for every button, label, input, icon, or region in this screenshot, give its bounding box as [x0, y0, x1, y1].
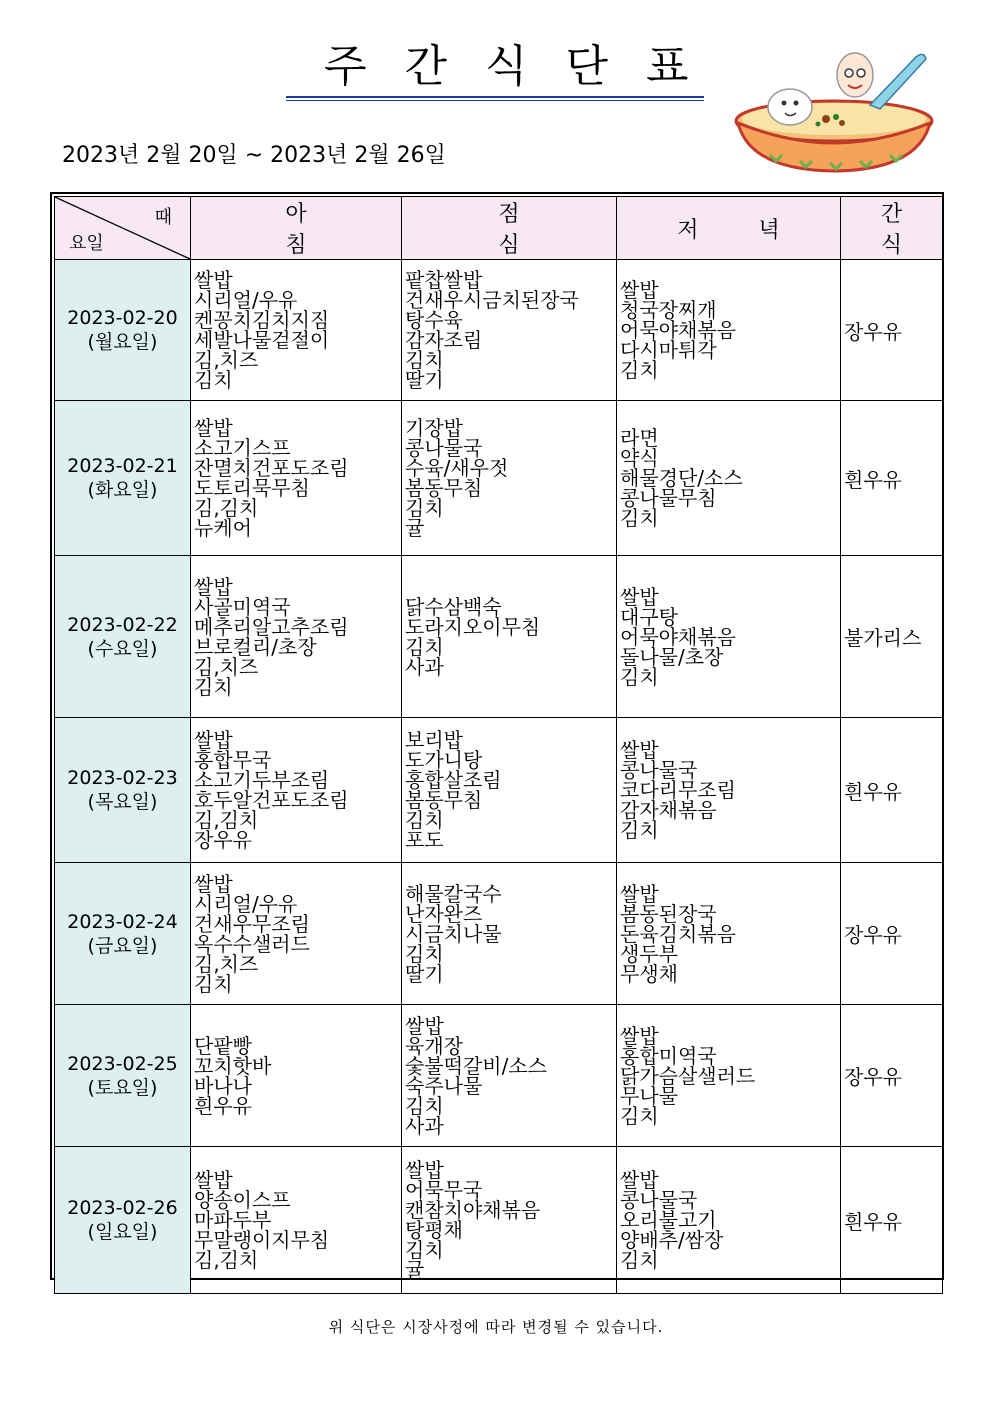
title-underline-thin	[286, 100, 704, 101]
menu-item: 김치	[405, 348, 444, 372]
snack-cell: 장우유	[841, 260, 943, 401]
menu-item: 쌀밥	[620, 738, 659, 762]
weekday-label: (수요일)	[87, 637, 158, 660]
menu-item: 시금치나물	[405, 921, 502, 946]
menu-item: 시리얼/우유	[194, 891, 298, 916]
menu-item: 김치	[620, 506, 659, 530]
menu-item: 쌀밥	[405, 1013, 444, 1038]
date-label: 2023-02-24	[67, 910, 178, 933]
menu-item: 쌀밥	[620, 1023, 659, 1048]
menu-item: 마파두부	[194, 1208, 272, 1232]
menu-item: 김,치즈	[194, 951, 259, 976]
menu-item: 흰우유	[194, 1093, 252, 1118]
snack-cell: 흰우유	[841, 718, 943, 863]
menu-item: 김치	[620, 664, 659, 689]
corner-header	[55, 197, 191, 260]
menu-item: 귤	[405, 1258, 425, 1282]
table-row	[55, 260, 943, 401]
menu-item: 기장밥	[405, 416, 463, 440]
weekday-label: (일요일)	[87, 1221, 158, 1243]
lunch-cell	[402, 556, 617, 718]
breakfast-cell	[191, 718, 402, 863]
menu-item: 꼬치핫바	[194, 1053, 272, 1078]
menu-item: 쌀밥	[194, 871, 233, 896]
menu-item: 건새우시금치된장국	[405, 288, 579, 312]
menu-item: 김치	[405, 496, 444, 520]
menu-item: 닭수삼백숙	[405, 594, 502, 619]
menu-item: 오리불고기	[620, 1208, 717, 1232]
menu-item: 쌀밥	[194, 416, 233, 440]
menu-item: 쌀밥	[620, 1168, 659, 1192]
menu-item: 사골미역국	[194, 594, 291, 619]
menu-item: 사과	[405, 1113, 444, 1138]
menu-item: 감자채볶음	[620, 798, 717, 822]
menu-item: 도토리묵무침	[194, 476, 310, 500]
date-label: 2023-02-22	[67, 613, 178, 636]
table-row	[55, 556, 943, 718]
menu-item: 김치	[194, 368, 233, 392]
day-cell	[55, 556, 191, 718]
day-cell	[55, 1147, 191, 1294]
menu-item: 김치	[194, 674, 233, 699]
menu-item: 돌나물/초장	[620, 644, 724, 669]
menu-item: 김치	[620, 358, 659, 382]
lunch-cell	[402, 863, 617, 1005]
menu-item: 홍합살조림	[405, 768, 502, 792]
menu-item: 청국장찌개	[620, 298, 717, 322]
table-row	[55, 1005, 943, 1147]
menu-item: 도라지오이무침	[405, 614, 541, 639]
menu-item: 도가니탕	[405, 748, 483, 772]
dinner-cell	[617, 556, 841, 718]
menu-item: 메추리알고추조림	[194, 614, 349, 639]
menu-item: 약식	[620, 446, 659, 470]
lunch-cell	[402, 401, 617, 556]
menu-item: 봄동된장국	[620, 901, 717, 926]
menu-item: 뉴케어	[194, 516, 252, 540]
lunch-cell	[402, 1147, 617, 1294]
menu-item: 귤	[405, 516, 425, 540]
weekday-label: (월요일)	[87, 331, 158, 353]
date-label: 2023-02-21	[67, 455, 178, 477]
menu-item: 해물경단/소스	[620, 466, 743, 490]
weekday-label: (목요일)	[87, 791, 158, 813]
day-cell	[55, 1005, 191, 1147]
menu-item: 딸기	[405, 368, 444, 392]
menu-item: 숙주나물	[405, 1073, 483, 1098]
menu-item: 김치	[405, 941, 444, 966]
menu-item: 단팥빵	[194, 1033, 252, 1058]
menu-item: 김,김치	[194, 808, 259, 832]
menu-item: 쌀밥	[194, 1168, 233, 1192]
dinner-cell	[617, 1147, 841, 1294]
menu-item: 홍합무국	[194, 748, 272, 772]
day-cell	[55, 863, 191, 1005]
menu-item: 김,김치	[194, 1248, 259, 1272]
menu-item: 김,치즈	[194, 348, 259, 372]
footer-note: 위 식단은 시장사정에 따라 변경될 수 있습니다.	[328, 1318, 664, 1336]
table-row	[55, 863, 943, 1005]
date-label: 2023-02-25	[67, 1052, 178, 1075]
menu-item: 쌀밥	[194, 728, 233, 752]
menu-item: 양배추/쌈장	[620, 1228, 724, 1252]
menu-item: 시리얼/우유	[194, 288, 298, 312]
date-label: 2023-02-23	[67, 767, 178, 789]
table-row	[55, 718, 943, 863]
menu-table	[54, 196, 943, 1294]
snack-cell: 장우유	[841, 1005, 943, 1147]
page-title: 주간식단표	[324, 41, 727, 92]
breakfast-cell	[191, 863, 402, 1005]
menu-item: 캔참치야채볶음	[405, 1198, 541, 1222]
lunch-cell	[402, 1005, 617, 1147]
breakfast-cell	[191, 1005, 402, 1147]
breakfast-cell	[191, 556, 402, 718]
menu-item: 대구탕	[620, 604, 678, 629]
snack-cell: 장우유	[841, 863, 943, 1005]
corner-label-meal: 때	[154, 207, 172, 228]
date-label: 2023-02-20	[67, 307, 178, 329]
menu-item: 생두부	[620, 941, 678, 966]
menu-item: 세발나물겉절이	[194, 328, 330, 352]
menu-item: 쌀밥	[194, 574, 233, 599]
menu-item: 옥수수샐러드	[194, 931, 310, 956]
dinner-cell	[617, 863, 841, 1005]
menu-item: 돈육김치볶음	[620, 921, 736, 946]
menu-item: 김치	[620, 818, 659, 842]
weekday-label: (화요일)	[87, 479, 158, 501]
menu-item: 쌀밥	[620, 278, 659, 302]
menu-item: 사과	[405, 654, 444, 679]
menu-item: 코다리무조림	[620, 778, 736, 802]
menu-item: 콩나물국	[620, 758, 698, 782]
menu-item: 김치	[405, 1093, 444, 1118]
menu-item: 닭가슴살샐러드	[620, 1063, 756, 1088]
header-row	[55, 197, 943, 260]
breakfast-cell	[191, 1147, 402, 1294]
menu-item: 건새우무조림	[194, 911, 310, 936]
menu-item: 수육/새우젓	[405, 456, 509, 480]
menu-item: 홍합미역국	[620, 1043, 717, 1068]
soup-bowl-illustration	[730, 45, 938, 175]
corner-label-day: 요일	[69, 233, 104, 254]
snack-cell: 흰우유	[841, 1147, 943, 1294]
menu-item: 감자조림	[405, 328, 483, 352]
menu-item: 브로컬리/초장	[194, 634, 317, 659]
menu-item: 호두알건포도조림	[194, 788, 349, 812]
menu-item: 잔멸치건포도조림	[194, 456, 349, 480]
column-header-breakfast: 아침	[191, 197, 402, 260]
dinner-cell	[617, 718, 841, 863]
menu-item: 어묵야채볶음	[620, 624, 736, 649]
column-header-snack: 간식	[841, 197, 943, 260]
menu-item: 콩나물국	[620, 1188, 698, 1212]
table-row	[55, 401, 943, 556]
snack-cell: 흰우유	[841, 401, 943, 556]
dinner-cell	[617, 1005, 841, 1147]
menu-item: 쌀밥	[194, 268, 233, 292]
menu-item: 다시마튀각	[620, 338, 717, 362]
menu-item: 김치	[194, 971, 233, 996]
dinner-cell	[617, 260, 841, 401]
menu-item: 탕수육	[405, 308, 463, 332]
menu-item: 포도	[405, 828, 444, 852]
day-cell	[55, 260, 191, 401]
menu-item: 김치	[405, 1238, 444, 1262]
snack-cell: 불가리스	[841, 556, 943, 718]
menu-item: 켄꽁치김치지짐	[194, 308, 330, 332]
menu-item: 딸기	[405, 961, 444, 986]
menu-item: 봄동무침	[405, 476, 483, 500]
dinner-cell	[617, 401, 841, 556]
weekday-label: (금요일)	[87, 934, 158, 957]
menu-item: 김치	[620, 1248, 659, 1272]
menu-item: 소고기스프	[194, 436, 291, 460]
table-row	[55, 1147, 943, 1294]
menu-item: 숯불떡갈비/소스	[405, 1053, 547, 1078]
menu-item: 콩나물국	[405, 436, 483, 460]
menu-item: 김치	[405, 634, 444, 659]
menu-item: 어묵무국	[405, 1178, 483, 1202]
menu-item: 김치	[405, 808, 444, 832]
column-header-dinner: 저녁	[617, 197, 841, 260]
menu-item: 봄동무침	[405, 788, 483, 812]
breakfast-cell	[191, 401, 402, 556]
title-underline	[286, 96, 704, 98]
menu-table-frame	[50, 192, 944, 1280]
menu-item: 쌀밥	[620, 881, 659, 906]
menu-item: 김,치즈	[194, 654, 259, 679]
menu-item: 바나나	[194, 1073, 252, 1098]
menu-item: 무생채	[620, 961, 678, 986]
menu-item: 보리밥	[405, 728, 463, 752]
day-cell	[55, 401, 191, 556]
date-label: 2023-02-26	[67, 1197, 178, 1219]
lunch-cell	[402, 718, 617, 863]
menu-item: 쌀밥	[620, 584, 659, 609]
menu-item: 육개장	[405, 1033, 463, 1058]
menu-item: 김치	[620, 1103, 659, 1128]
date-range: 2023년 2월 20일 ~ 2023년 2월 26일	[62, 143, 446, 168]
menu-item: 탕평채	[405, 1218, 463, 1242]
menu-item: 소고기두부조림	[194, 768, 330, 792]
weekday-label: (토요일)	[87, 1076, 158, 1099]
menu-item: 양송이스프	[194, 1188, 291, 1212]
menu-item: 김,김치	[194, 496, 259, 520]
menu-item: 난자완즈	[405, 901, 483, 926]
breakfast-cell	[191, 260, 402, 401]
menu-item: 무나물	[620, 1083, 678, 1108]
menu-item: 해물칼국수	[405, 881, 502, 906]
menu-item: 장우유	[194, 828, 252, 852]
column-header-lunch: 점심	[402, 197, 617, 260]
day-cell	[55, 718, 191, 863]
menu-item: 콩나물무침	[620, 486, 717, 510]
lunch-cell	[402, 260, 617, 401]
menu-item: 팥찹쌀밥	[405, 268, 483, 292]
menu-item: 어묵야채볶음	[620, 318, 736, 342]
menu-table-body	[55, 260, 943, 1294]
menu-item: 라면	[620, 426, 659, 450]
menu-item: 무말랭이지무침	[194, 1228, 330, 1252]
menu-item: 쌀밥	[405, 1158, 444, 1182]
